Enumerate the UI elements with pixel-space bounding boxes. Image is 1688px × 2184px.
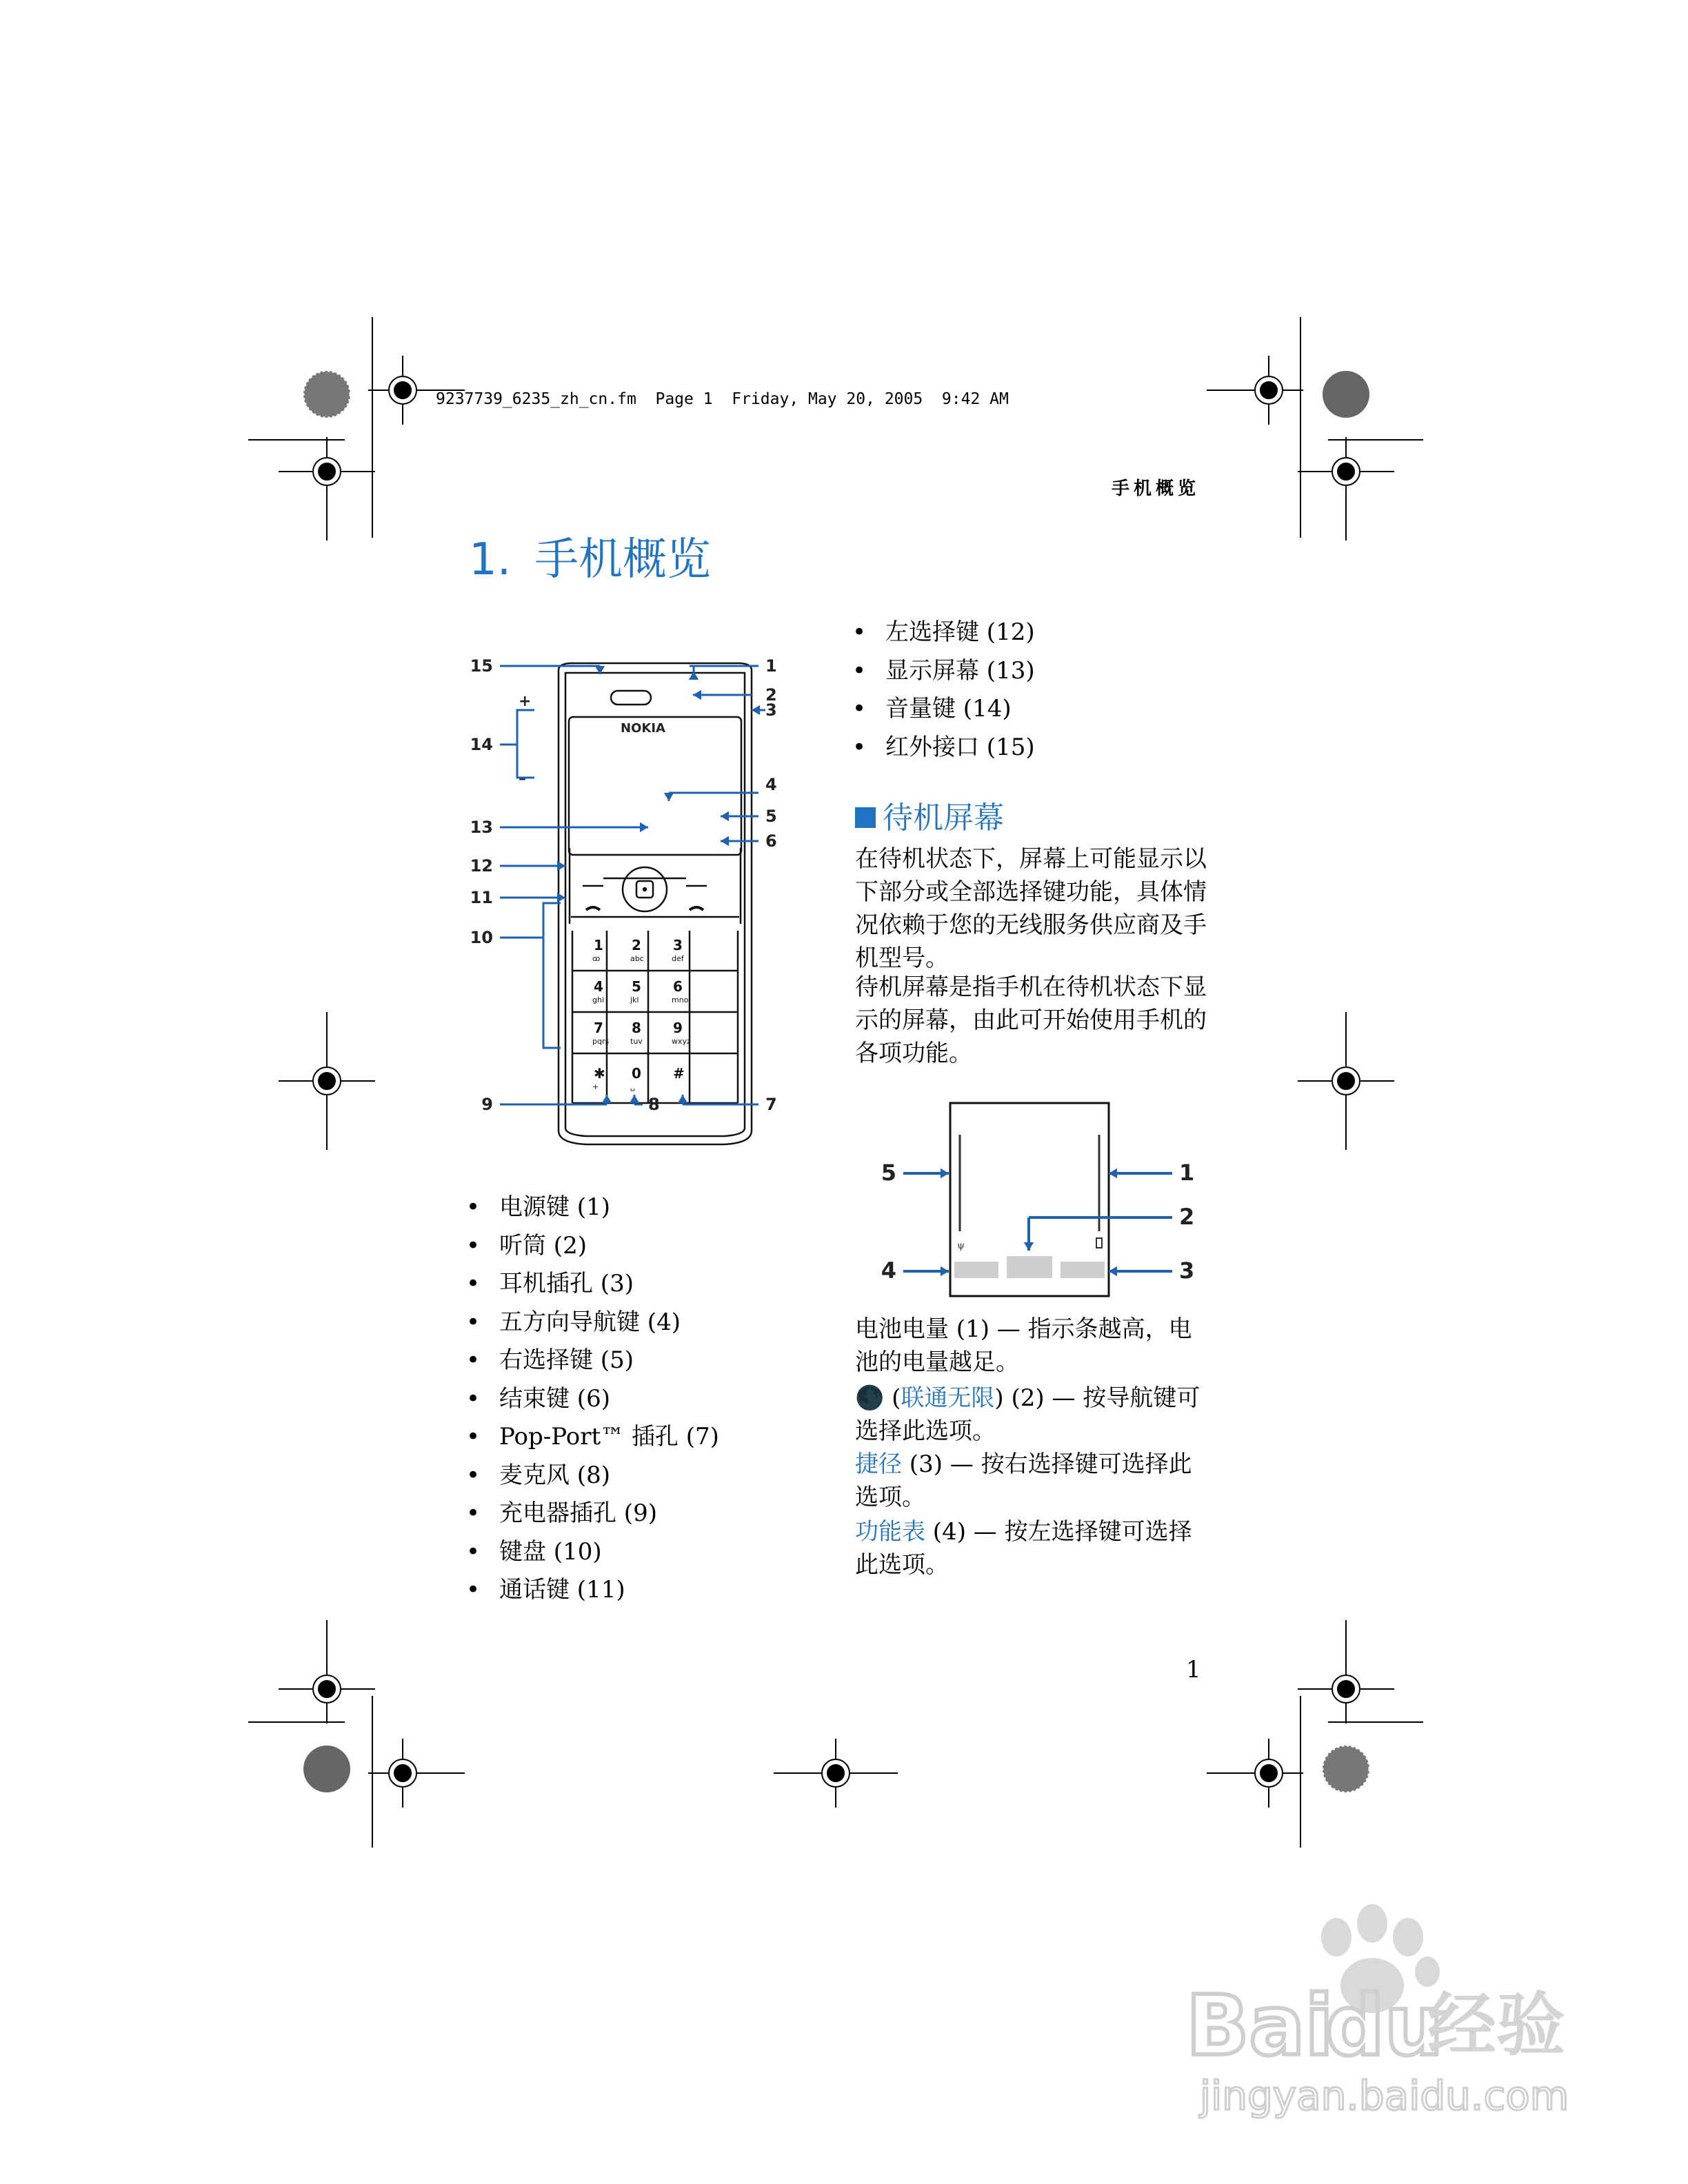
list-item: • 通话键 (11) <box>466 1571 719 1610</box>
arrow-head <box>1024 1242 1034 1251</box>
key-digit: 6 <box>673 978 683 995</box>
callout-number: 4 <box>881 1257 896 1284</box>
section-bullet-square <box>855 807 876 828</box>
list-item: • 麦克风 (8) <box>466 1457 719 1495</box>
standby-callout-5 <box>903 1169 949 1178</box>
key-digit: # <box>673 1065 685 1082</box>
arrow-head <box>693 690 701 700</box>
running-header: 手机概览 <box>1111 478 1200 499</box>
watermark-product: 经验 <box>1427 1985 1565 2065</box>
list-item: • 结束键 (6) <box>466 1380 719 1419</box>
watermark-url: jingyan.baidu.com <box>1200 2072 1569 2119</box>
standby-callout-2 <box>1024 1217 1172 1251</box>
list-item: • 红外接口 (15) <box>852 729 1035 767</box>
arrow-head <box>602 1095 612 1103</box>
list-item: • 显示屏幕 (13) <box>852 652 1035 691</box>
callout-number: 3 <box>765 700 777 720</box>
callout-number: 1 <box>765 656 777 676</box>
key-letters: def <box>672 954 684 963</box>
callout-13 <box>500 822 648 832</box>
antenna-icon: ψ <box>957 1240 965 1251</box>
list-item: • 耳机插孔 (3) <box>466 1265 719 1304</box>
key-letters: wxyz <box>672 1037 691 1046</box>
key-letters: tuv <box>630 1037 643 1046</box>
arrow-head <box>640 822 648 832</box>
volume-minus-label: – <box>519 770 526 787</box>
key-letters: abc <box>630 954 644 963</box>
key-digit: 5 <box>632 978 641 995</box>
list-item: • 五方向导航键 (4) <box>466 1304 719 1342</box>
list-item: • Pop-Port™ 插孔 (7) <box>466 1418 719 1457</box>
keypad-key <box>592 1065 605 1091</box>
key-digit: 2 <box>632 937 641 953</box>
key-letters: + <box>592 1082 599 1091</box>
keypad-key <box>673 1065 685 1082</box>
callout-number: 4 <box>765 775 777 794</box>
key-letters: ꝏ <box>592 954 601 963</box>
callout-11 <box>500 893 565 902</box>
arrow-head <box>1109 1266 1117 1276</box>
key-letters: pqrs <box>592 1037 610 1046</box>
standby-callout-3 <box>1109 1266 1172 1276</box>
key-digit: 3 <box>673 937 683 953</box>
list-item: • 电源键 (1) <box>466 1189 719 1227</box>
callout-14 <box>500 710 534 778</box>
operator-icon: 🌑 <box>855 1384 885 1412</box>
callout-number: 3 <box>1179 1257 1195 1284</box>
callout-10 <box>500 903 561 1048</box>
battery-description: 电池电量 (1) — 指示条越高，电池的电量越足。 <box>855 1315 1192 1376</box>
standby-callout-1 <box>1109 1169 1172 1178</box>
shortcut-description: 捷径 (3) — 按右选择键可选择此选项。 <box>855 1450 1192 1511</box>
callout-bracket <box>517 710 534 778</box>
arrow-head <box>721 836 729 846</box>
battery-icon <box>1096 1238 1102 1248</box>
section-heading <box>855 793 1004 837</box>
callout-number: 5 <box>765 807 777 826</box>
page-number: 1 <box>1186 1656 1201 1684</box>
key-digit: 4 <box>594 978 603 995</box>
list-item: • 听筒 (2) <box>466 1227 719 1266</box>
callout-number: 5 <box>881 1160 896 1186</box>
menu-link[interactable]: 功能表 <box>855 1518 925 1546</box>
phone-brand-logo: NOKIA <box>621 721 665 736</box>
parts-list-left <box>466 1189 719 1610</box>
key-letters: ␣ <box>630 1082 635 1091</box>
arrow-head <box>941 1266 949 1276</box>
keypad-key <box>592 978 604 1004</box>
key-letters: jkl <box>630 995 639 1004</box>
keypad-key <box>672 937 685 963</box>
list-item: • 音量键 (14) <box>852 690 1035 729</box>
center-option-link[interactable]: 联通无限 <box>901 1384 995 1412</box>
keypad-key <box>630 978 641 1004</box>
keypad-key <box>630 1020 643 1046</box>
arrow-head <box>721 811 729 821</box>
menu-description: 功能表 (4) — 按左选择键可选择此选项。 <box>855 1518 1192 1579</box>
keypad-key <box>592 937 603 963</box>
list-item: • 左选择键 (12) <box>852 614 1035 652</box>
standby-paragraph: 待机屏幕是指手机在待机状态下显示的屏幕，由此可开始使用手机的各项功能。 <box>855 973 1207 1067</box>
file-header: 9237739_6235_zh_cn.fm Page 1 Friday, May 20, 2005 9:42 AM <box>436 390 1009 408</box>
right-softkey-area <box>1061 1262 1105 1278</box>
arrow-head <box>557 861 565 871</box>
callout-number: 15 <box>470 656 493 676</box>
shortcut-link[interactable]: 捷径 <box>855 1450 902 1478</box>
intro-paragraph: 在待机状态下，屏幕上可能显示以下部分或全部选择键功能，具体情况依赖于您的无线服务供应商及手机型号。 <box>855 845 1207 972</box>
volume-plus-label: + <box>519 693 532 710</box>
watermark-brand-bai: Bai <box>1186 1979 1334 2074</box>
keypad-key <box>672 1020 691 1046</box>
key-digit: 7 <box>594 1020 603 1036</box>
section-title: 待机屏幕 <box>883 800 1004 836</box>
arrow-head <box>630 1095 639 1103</box>
callout-number: 6 <box>765 831 777 851</box>
key-digit: 8 <box>632 1020 641 1036</box>
arrow-head <box>941 1169 949 1178</box>
arrow-head <box>752 705 760 715</box>
key-digit: 1 <box>594 937 603 953</box>
callout-number: 13 <box>470 818 493 837</box>
arrow-head <box>678 1095 687 1103</box>
list-item: • 右选择键 (5) <box>466 1342 719 1380</box>
callout-number: 9 <box>481 1095 493 1114</box>
callout-12 <box>500 861 565 871</box>
standby-callout-4 <box>903 1266 949 1276</box>
chapter-title: 手机概览 <box>534 534 712 585</box>
callout-number: 8 <box>648 1095 660 1114</box>
left-softkey-area <box>954 1262 998 1278</box>
callout-3 <box>752 705 765 715</box>
keypad-key <box>672 978 689 1004</box>
list-item: • 充电器插孔 (9) <box>466 1495 719 1533</box>
chapter-number: 1. <box>469 534 512 585</box>
callout-number: 11 <box>470 888 493 907</box>
key-digit: 9 <box>673 1020 683 1036</box>
keypad-key <box>630 937 644 963</box>
arrow-head <box>664 793 674 801</box>
key-digit: ✱ <box>594 1065 605 1082</box>
callout-number: 10 <box>470 928 493 947</box>
callout-number: 12 <box>470 856 493 876</box>
chapter-heading <box>469 524 711 587</box>
standby-screen-diagram <box>876 1100 1200 1300</box>
list-item: • 键盘 (10) <box>466 1533 719 1572</box>
arrow-head <box>1109 1169 1117 1178</box>
callout-5 <box>721 811 758 821</box>
callout-number: 2 <box>1179 1204 1195 1230</box>
baidu-jingyan-watermark <box>1172 1889 1655 2165</box>
center-option-description: 🌑 (联通无限) (2) — 按导航键可选择此选项。 <box>855 1384 1200 1445</box>
callout-6 <box>721 836 758 846</box>
callout-number: 14 <box>470 735 493 754</box>
arrow-head <box>557 893 565 902</box>
center-softkey-area <box>1007 1256 1052 1278</box>
key-letters: ghi <box>592 995 605 1004</box>
keypad-key <box>630 1065 641 1091</box>
callout-2 <box>693 690 752 700</box>
parts-list-right <box>852 614 1035 767</box>
phone-diagram <box>462 620 834 1200</box>
key-letters: mno <box>672 995 689 1004</box>
callout-number: 7 <box>765 1095 777 1114</box>
watermark-brand-du: du <box>1325 1979 1444 2074</box>
callout-number: 1 <box>1179 1160 1195 1186</box>
key-digit: 0 <box>632 1065 641 1082</box>
callout-number: 2 <box>765 685 777 705</box>
